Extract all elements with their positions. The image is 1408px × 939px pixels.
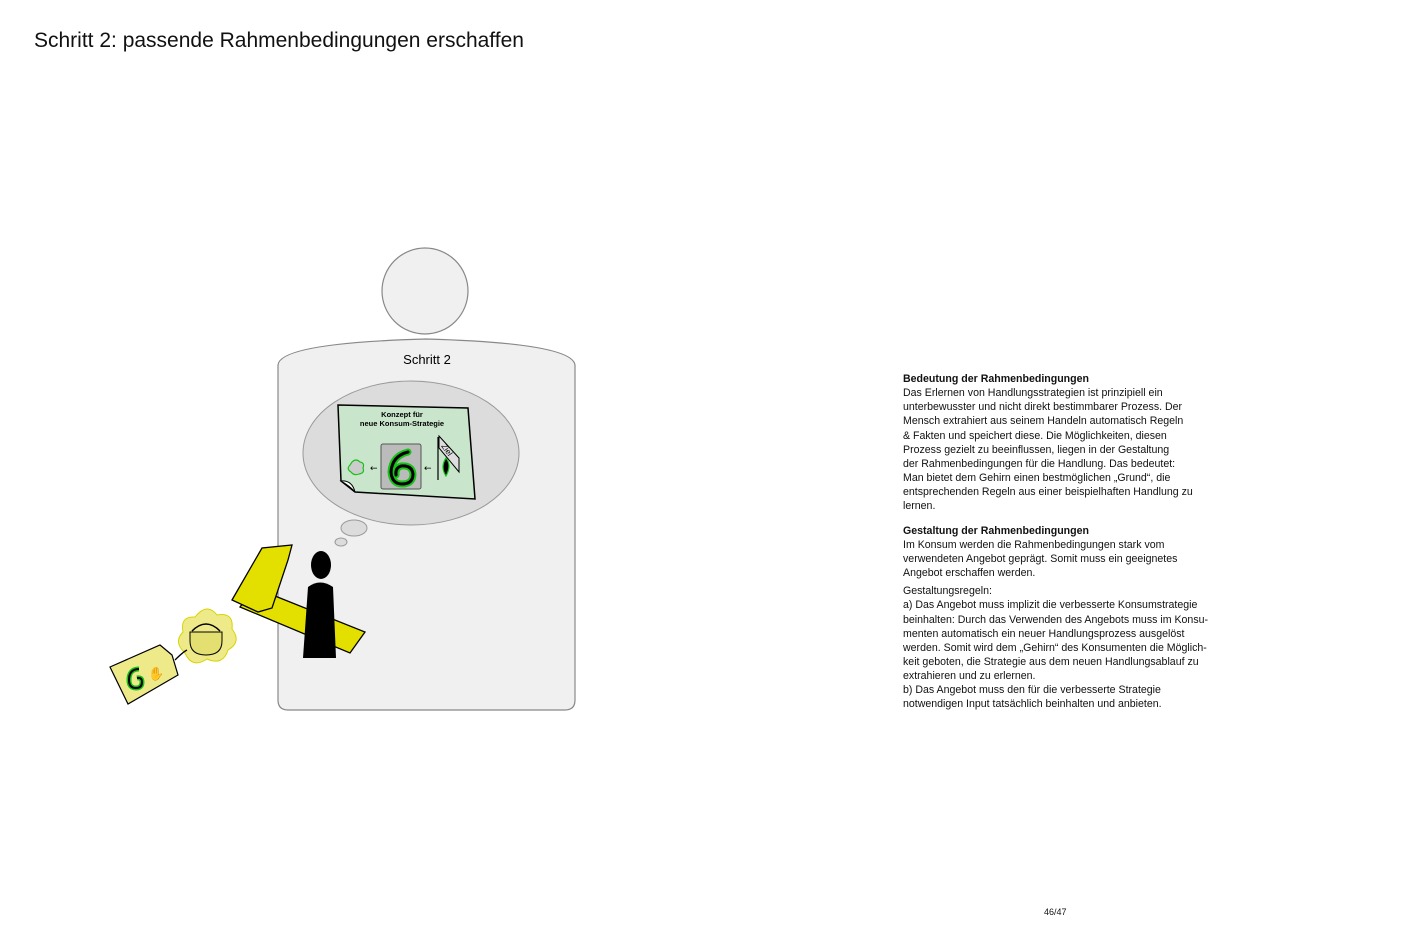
text-line: menten automatisch ein neuer Handlungsprozess ausgelöst (903, 627, 1185, 640)
head-circle (382, 248, 468, 334)
text-line: keit geboten, die Strategie aus dem neuen Handlungsablauf zu (903, 655, 1199, 668)
section-heading-design: Gestaltung der Rahmenbedingungen (903, 524, 1089, 537)
body-label: Schritt 2 (403, 352, 451, 367)
hand-icon: ✋ (148, 667, 165, 682)
text-line: lernen. (903, 500, 936, 513)
design-rules (903, 584, 1223, 711)
text-line: werden. Somit wird dem „Gehirn“ des Konsumenten die Möglich- (903, 641, 1207, 654)
text-line: Prozess gezielt zu beeinflussen, liegen in der Gestaltung (903, 443, 1170, 456)
arrow-left-icon: ← (370, 464, 378, 474)
page-number: 46/47 (1044, 907, 1067, 917)
text-line: verwendeten Angebot geprägt. Somit muss ein geeignetes (903, 552, 1178, 565)
text-line: Im Konsum werden die Rahmenbedingungen stark vom (903, 538, 1165, 551)
step-illustration (0, 0, 700, 760)
text-line: der Rahmenbedingungen für die Handlung. Das bedeutet: (903, 457, 1176, 470)
text-line: Das Erlernen von Handlungsstrategien ist prinzipiell ein (903, 387, 1163, 400)
text-line: Mensch extrahiert aus seinem Handeln automatisch Regeln (903, 415, 1184, 428)
text-line: unterbewusster und nicht direkt bestimmbarer Prozess. Der (903, 401, 1183, 414)
text-line: notwendigen Input tatsächlich beinhalten und anbieten. (903, 698, 1162, 711)
text-line: beinhalten: Durch das Verwenden des Angebots muss im Konsu- (903, 613, 1209, 626)
arrow-left-icon-2: ← (424, 464, 432, 474)
text-line: & Fakten und speichert diese. Die Möglichkeiten, diesen (903, 429, 1167, 442)
thought-dot-large (341, 520, 367, 536)
thought-dot-small (335, 538, 347, 546)
concept-paper (338, 405, 475, 499)
section-meaning-body (903, 386, 1223, 513)
concept-title-2: neue Konsum-Strategie (359, 419, 445, 428)
pot-flower-icon (178, 609, 236, 663)
text-line: Angebot erschaffen werden. (903, 567, 1036, 580)
rules-label: Gestaltungsregeln: (903, 585, 992, 598)
concept-title-1: Konzept für (381, 410, 423, 419)
price-tag-icon (110, 645, 178, 704)
svg-text:Ziel: Ziel (439, 441, 455, 458)
text-line: a) Das Angebot muss implizit die verbesserte Konsumstrategie (903, 599, 1198, 612)
section-heading-meaning: Bedeutung der Rahmenbedingungen (903, 373, 1089, 385)
explanation-text (903, 372, 1223, 712)
text-line: Man bietet dem Gehirn einen bestmöglichen „Grund“, die (903, 472, 1171, 485)
page-title: Schritt 2: passende Rahmenbedingungen erschaffen (34, 29, 524, 52)
section-design-body (903, 538, 1223, 580)
text-line: entsprechenden Regeln aus einer beispielhaften Handlung zu (903, 486, 1193, 499)
text-line: extrahieren und zu erlernen. (903, 670, 1036, 683)
tag-string (175, 650, 187, 660)
text-line: b) Das Angebot muss den für die verbesserte Strategie (903, 684, 1161, 697)
